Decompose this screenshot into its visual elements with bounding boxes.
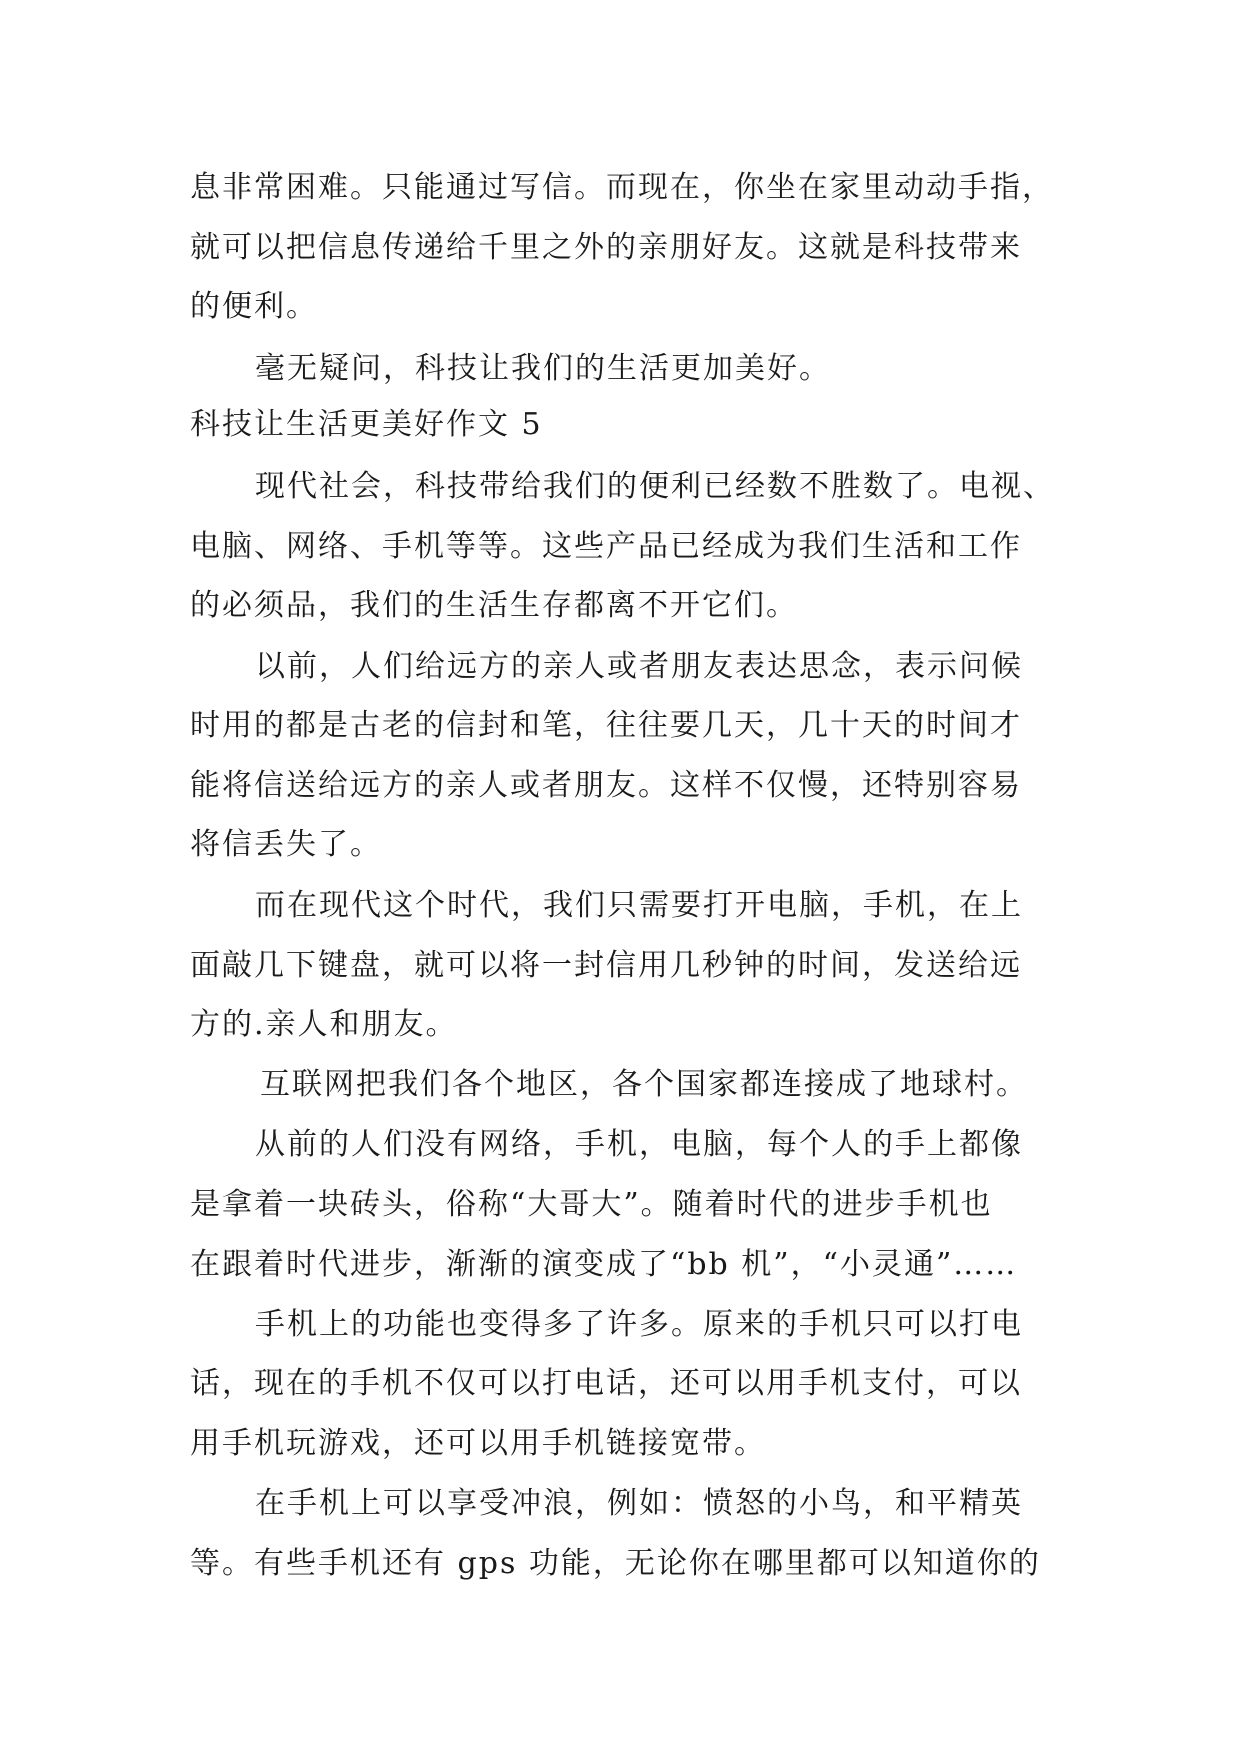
text-line: 互联网把我们各个地区，各个国家都连接成了地球村。 <box>260 1067 1028 1102</box>
text-line: 毫无疑问，科技让我们的生活更加美好。 <box>255 351 831 386</box>
text-line: 将信丢失了。 <box>190 827 382 862</box>
text-line: 息非常困难。只能通过写信。而现在，你坐在家里动动手指， <box>190 170 1054 205</box>
text-line: 在跟着时代进步，渐渐的演变成了“bb 机”，“小灵通”…… <box>190 1247 1018 1282</box>
text-line: 从前的人们没有网络，手机，电脑，每个人的手上都像 <box>255 1127 1023 1162</box>
text-line: 手机上的功能也变得多了许多。原来的手机只可以打电 <box>255 1307 1023 1342</box>
text-line: 等。有些手机还有 gps 功能，无论你在哪里都可以知道你的 <box>190 1546 1041 1581</box>
text-line: 以前，人们给远方的亲人或者朋友表达思念，表示问候 <box>255 649 1023 684</box>
text-line: 电脑、网络、手机等等。这些产品已经成为我们生活和工作 <box>190 529 1022 564</box>
text-line: 方的.亲人和朋友。 <box>190 1007 458 1042</box>
text-line: 是拿着一块砖头，俗称“大哥大”。随着时代的进步手机也 <box>190 1187 993 1222</box>
section-heading: 科技让生活更美好作文 5 <box>190 407 543 442</box>
text-line: 时用的都是古老的信封和笔，往往要几天，几十天的时间才 <box>190 708 1022 743</box>
text-line: 话，现在的手机不仅可以打电话，还可以用手机支付，可以 <box>190 1366 1022 1401</box>
text-line: 而在现代这个时代，我们只需要打开电脑，手机，在上 <box>255 888 1023 923</box>
text-line: 用手机玩游戏，还可以用手机链接宽带。 <box>190 1426 766 1461</box>
text-line: 能将信送给远方的亲人或者朋友。这样不仅慢，还特别容易 <box>190 768 1022 803</box>
text-line: 现代社会，科技带给我们的便利已经数不胜数了。电视、 <box>255 469 1055 504</box>
text-line: 在手机上可以享受冲浪，例如：愤怒的小鸟，和平精英 <box>255 1486 1023 1521</box>
text-line: 面敲几下键盘，就可以将一封信用几秒钟的时间，发送给远 <box>190 948 1022 983</box>
text-line: 就可以把信息传递给千里之外的亲朋好友。这就是科技带来 <box>190 230 1022 265</box>
text-line: 的必须品，我们的生活生存都离不开它们。 <box>190 588 798 623</box>
text-line: 的便利。 <box>190 289 318 324</box>
